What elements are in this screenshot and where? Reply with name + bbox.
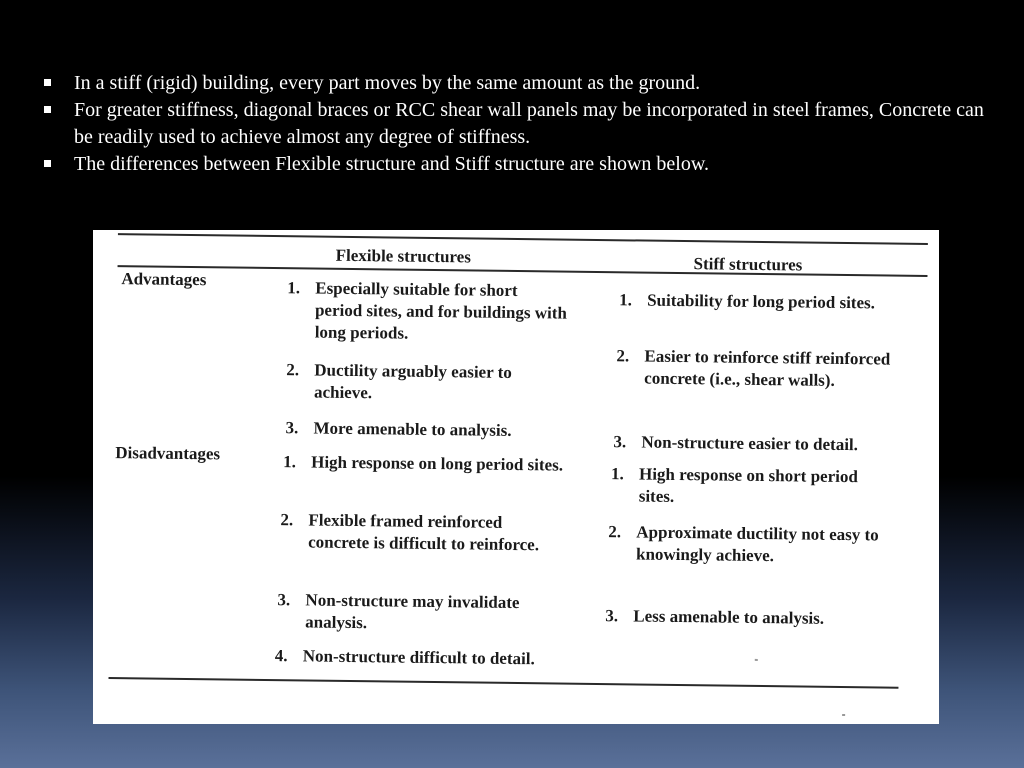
scan-speck xyxy=(842,714,845,716)
stiff-advantage-1: 1. Suitability for long period sites. xyxy=(619,290,876,313)
stiff-disadvantage-3: 3. Less amenable to analysis. xyxy=(605,606,825,628)
col-header-stiff: Stiff structures xyxy=(693,254,803,275)
bullet-list xyxy=(44,70,1004,178)
square-bullet-icon xyxy=(44,79,51,86)
flexible-disadvantage-3: 3. Non-structure may invalidate analysis. xyxy=(277,590,520,633)
scan-speck xyxy=(755,659,758,661)
flexible-advantage-1: 1. Especially suitable for short period sites, and for buildings with long periods. xyxy=(287,278,568,343)
table-top-rule xyxy=(118,233,928,245)
comparison-table-image xyxy=(93,230,939,724)
square-bullet-icon xyxy=(44,106,51,113)
flexible-disadvantage-4: 4. Non-structure difficult to detail. xyxy=(274,646,535,669)
comparison-table xyxy=(93,230,939,724)
row-label-advantages: Advantages xyxy=(121,269,207,290)
bullet-item xyxy=(44,151,1004,178)
flexible-disadvantage-1: 1. High response on long period sites. xyxy=(283,452,564,475)
bullet-text: For greater stiffness, diagonal braces or RCC shear wall panels may be incorporated in steel frames, Concrete can be readily used to achieve almost any degree of stiffness. xyxy=(74,99,984,148)
flexible-advantage-3: 3. More amenable to analysis. xyxy=(285,418,512,440)
bullet-item xyxy=(44,97,1004,151)
stiff-advantage-3: 3. Non-structure easier to detail. xyxy=(613,432,859,455)
stiff-advantage-2: 2. Easier to reinforce stiff reinforced concrete (i.e., shear walls). xyxy=(616,346,891,390)
stiff-disadvantage-1: 1. High response on short period sites. xyxy=(610,464,858,506)
table-header-rule xyxy=(118,265,928,277)
row-label-disadvantages: Disadvantages xyxy=(115,443,221,464)
square-bullet-icon xyxy=(44,160,51,167)
table-bottom-rule xyxy=(109,677,899,689)
bullet-text: The differences between Flexible structure and Stiff structure are shown below. xyxy=(74,153,709,175)
bullet-text: In a stiff (rigid) building, every part moves by the same amount as the ground. xyxy=(74,72,701,94)
flexible-disadvantage-2: 2. Flexible framed reinforced concrete is difficult to reinforce. xyxy=(280,510,540,555)
col-header-flexible: Flexible structures xyxy=(335,245,471,267)
flexible-advantage-2: 2. Ductility arguably easier to achieve. xyxy=(286,360,512,403)
bullet-item xyxy=(44,70,1004,97)
stiff-disadvantage-2: 2. Approximate ductility not easy to knowingly achieve. xyxy=(608,522,879,566)
